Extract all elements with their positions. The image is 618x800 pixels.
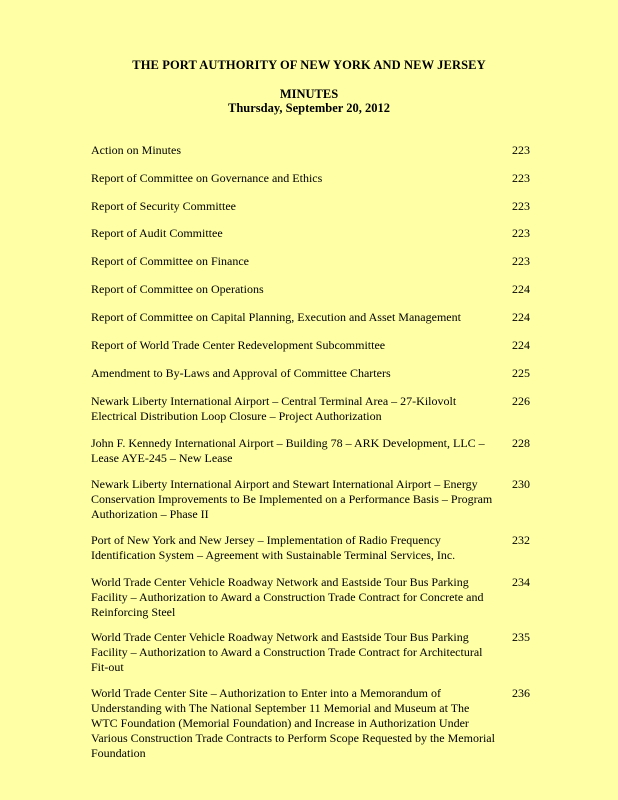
toc-entry-title: Action on Minutes	[91, 143, 181, 157]
meeting-date: Thursday, September 20, 2012	[228, 101, 390, 115]
toc-entry-page: 232	[512, 533, 530, 547]
toc-entry-title: Report of Audit Committee	[91, 226, 223, 240]
toc-entry-page: 224	[512, 310, 530, 324]
toc-entry-page: 223	[512, 254, 530, 268]
toc-entry-page: 236	[512, 686, 530, 700]
toc-entry-page: 228	[512, 436, 530, 450]
toc-entry-page: 223	[512, 171, 530, 185]
toc-entry-title: John F. Kennedy International Airport – Building 78 – ARK Development, LLC – Lease AYE-245 – New Lease	[91, 436, 485, 465]
toc-entry-page: 223	[512, 199, 530, 213]
toc-entry-page: 235	[512, 630, 530, 644]
toc-entry-page: 224	[512, 338, 530, 352]
toc-entry-title: Report of Committee on Operations	[91, 282, 264, 296]
toc-entry-title: World Trade Center Vehicle Roadway Network and Eastside Tour Bus Parking Facility – Authorization to Award a Construction Trade Contract for Architectural Fit-out	[91, 630, 483, 674]
toc-entry-title: Report of Committee on Finance	[91, 254, 249, 268]
toc-entry-page: 224	[512, 282, 530, 296]
toc-entry-title: Report of World Trade Center Redevelopment Subcommittee	[91, 338, 386, 352]
toc-entry-page: 230	[512, 477, 530, 491]
toc-entry-page: 225	[512, 366, 530, 380]
toc-entry-title: World Trade Center Vehicle Roadway Network and Eastside Tour Bus Parking Facility – Authorization to Award a Construction Trade Contract for Concrete and Reinforcing Steel	[91, 575, 484, 619]
toc-entry-title: Port of New York and New Jersey – Implementation of Radio Frequency Identification System – Agreement with Sustainable Terminal Services, Inc.	[91, 533, 456, 562]
toc-entry-title: Report of Committee on Capital Planning, Execution and Asset Management	[91, 310, 461, 324]
toc-entry-page: 234	[512, 575, 530, 589]
toc-entry-title: Amendment to By-Laws and Approval of Committee Charters	[91, 366, 391, 380]
toc-entry-title: Newark Liberty International Airport – Central Terminal Area – 27-Kilovolt Electrical Distribution Loop Closure – Project Authorization	[91, 394, 457, 423]
toc-entry-title: Report of Committee on Governance and Ethics	[91, 171, 323, 185]
toc-entry-page: 223	[512, 143, 530, 157]
toc-entry-title: Newark Liberty International Airport and Stewart International Airport – Energy Conservation Improvements to Be Implemented on a Performance Basis – Program Authorization – Phase II	[91, 477, 493, 521]
toc-entry-title: Report of Security Committee	[91, 199, 236, 213]
document-title: MINUTES	[279, 87, 339, 101]
toc-entry-title: World Trade Center Site – Authorization to Enter into a Memorandum of Understanding with The National September 11 Memorial and Museum at The WTC Foundation (Memorial Foundation) and Increase in Authorization Under Various Construction Trade Contracts to Perform Scope Requested by the Memorial Foundation	[91, 686, 495, 760]
toc-entry-page: 226	[512, 394, 530, 408]
toc-entry-page: 223	[512, 226, 530, 240]
organization-title: THE PORT AUTHORITY OF NEW YORK AND NEW JERSEY	[132, 58, 486, 72]
